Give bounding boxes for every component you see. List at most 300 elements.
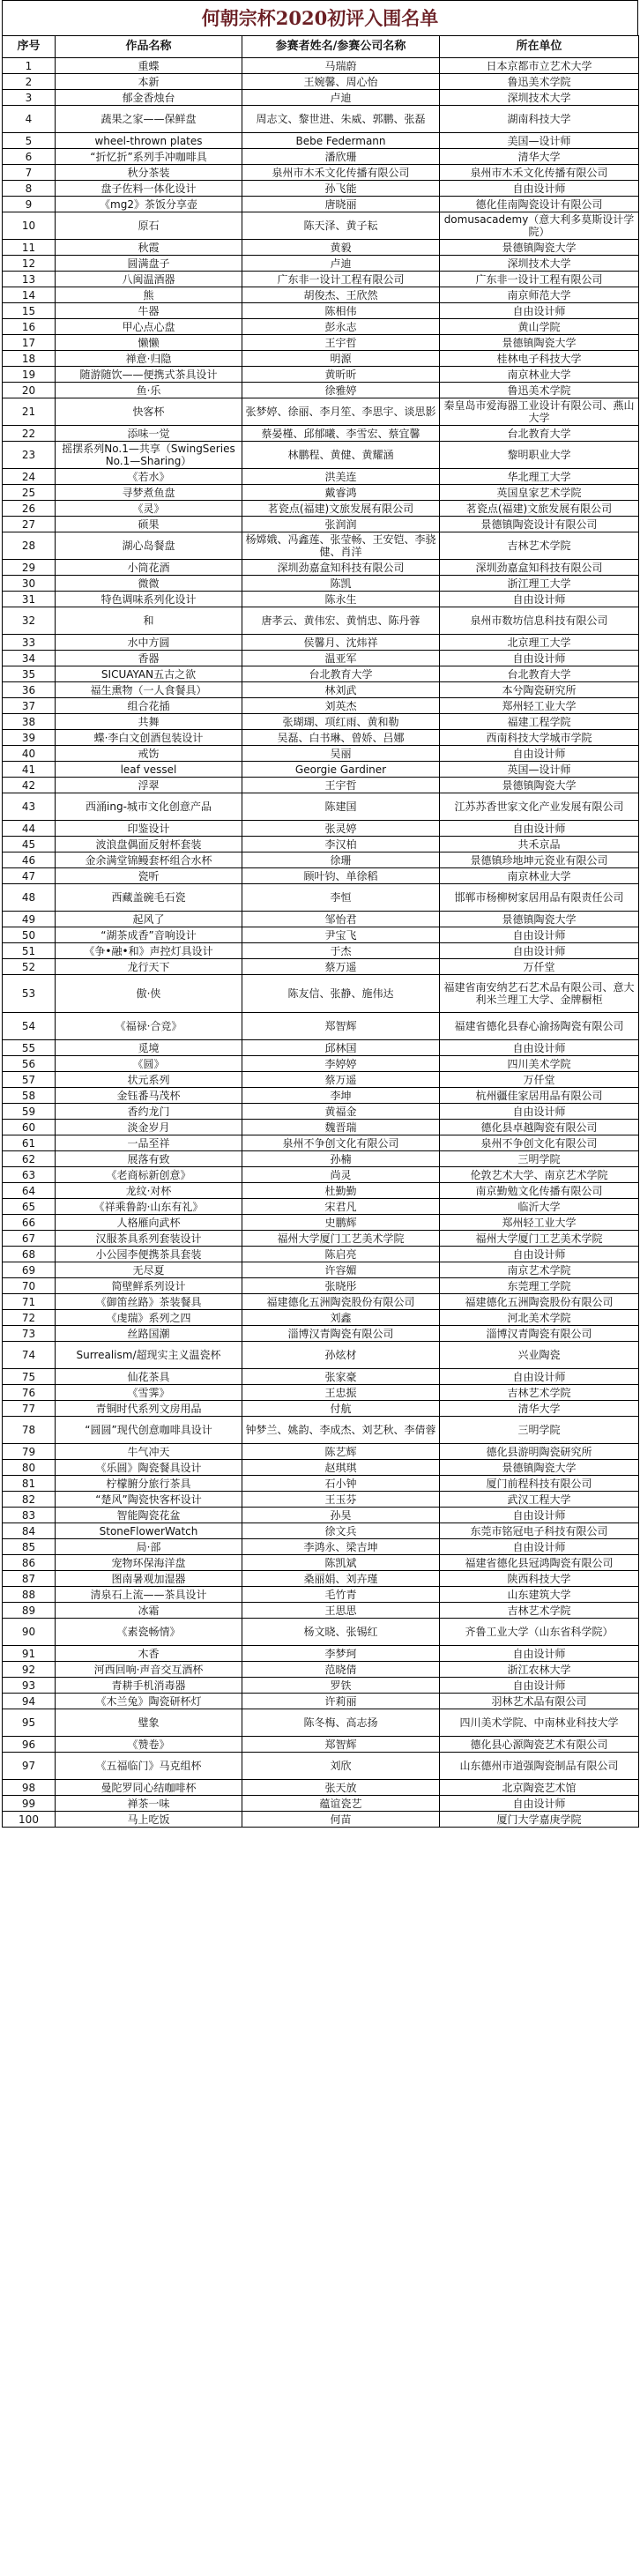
table-row [3, 442, 639, 469]
work-title: 《若水》 [56, 469, 242, 485]
table-row [3, 287, 639, 303]
row-index: 6 [3, 149, 56, 165]
affiliation: 福州大学厦门工艺美术学院 [440, 1231, 639, 1247]
work-title: 小筒花酒 [56, 560, 242, 576]
participant: 蕴谊瓷艺 [242, 1796, 440, 1812]
work-title: 圆满盘子 [56, 256, 242, 272]
table-row [3, 1342, 639, 1369]
table-row [3, 240, 639, 256]
table-row [3, 1183, 639, 1199]
affiliation: 浙江农林大学 [440, 1662, 639, 1678]
affiliation: 自由设计师 [440, 592, 639, 607]
table-row [3, 682, 639, 698]
table-row [3, 367, 639, 383]
affiliation: 黎明职业大学 [440, 442, 639, 469]
row-index: 68 [3, 1247, 56, 1262]
table-row [3, 256, 639, 272]
row-index: 16 [3, 319, 56, 335]
work-title: 《祥乘鲁韵·山东有礼》 [56, 1199, 242, 1215]
work-title: 湖心岛餐盘 [56, 532, 242, 560]
table-row [3, 319, 639, 335]
table-row [3, 1104, 639, 1120]
participant: 李汉柏 [242, 837, 440, 852]
row-index: 69 [3, 1262, 56, 1278]
affiliation: 吉林艺术学院 [440, 1385, 639, 1401]
affiliation: 德化佳南陶瓷设计有限公司 [440, 197, 639, 212]
table-row [3, 714, 639, 730]
row-index: 10 [3, 212, 56, 240]
work-title: 简壁鲜系列设计 [56, 1278, 242, 1294]
row-index: 8 [3, 181, 56, 197]
participant: 郑智辉 [242, 1013, 440, 1040]
participant: 王宇哲 [242, 335, 440, 351]
table-row [3, 165, 639, 181]
work-title: 瓷听 [56, 868, 242, 884]
table-row [3, 1151, 639, 1167]
affiliation: 景德镇陶瓷大学 [440, 335, 639, 351]
work-title: 起风了 [56, 912, 242, 927]
table-row [3, 1476, 639, 1492]
participant: 陈冬梅、高志扬 [242, 1709, 440, 1737]
header-affiliation: 所在单位 [440, 36, 639, 58]
participant: 泉州不争创文化有限公司 [242, 1135, 440, 1151]
work-title: 淡金岁月 [56, 1120, 242, 1135]
table-row [3, 592, 639, 607]
table-row [3, 469, 639, 485]
row-index: 19 [3, 367, 56, 383]
affiliation: 本兮陶瓷研究所 [440, 682, 639, 698]
affiliation: 广东非一设计工程有限公司 [440, 272, 639, 287]
row-index: 12 [3, 256, 56, 272]
participant: 泉州市木禾文化传播有限公司 [242, 165, 440, 181]
work-title: 智能陶瓷花盆 [56, 1508, 242, 1523]
affiliation: 深圳技术大学 [440, 256, 639, 272]
row-index: 71 [3, 1294, 56, 1310]
participant: 刘欣 [242, 1753, 440, 1780]
affiliation: 福建省德化县春心渝扬陶瓷有限公司 [440, 1013, 639, 1040]
shortlist-table [2, 35, 639, 1828]
table-row [3, 1709, 639, 1737]
row-index: 43 [3, 793, 56, 821]
work-title: 《素瓷畅情》 [56, 1619, 242, 1646]
work-title: 金钰番马茂杯 [56, 1088, 242, 1104]
participant: 张灵婷 [242, 821, 440, 837]
participant: 付航 [242, 1401, 440, 1417]
row-index: 75 [3, 1369, 56, 1385]
table-row [3, 212, 639, 240]
row-index: 38 [3, 714, 56, 730]
participant: 陈天泽、黄子耘 [242, 212, 440, 240]
header-index: 序号 [3, 36, 56, 58]
row-index: 62 [3, 1151, 56, 1167]
work-title: 《灵》 [56, 501, 242, 517]
row-index: 66 [3, 1215, 56, 1231]
affiliation: 南京勤勉文化传播有限公司 [440, 1183, 639, 1199]
participant: 孙炫材 [242, 1342, 440, 1369]
table-row [3, 1678, 639, 1694]
affiliation: 厦门前程科技有限公司 [440, 1476, 639, 1492]
row-index: 73 [3, 1326, 56, 1342]
row-index: 59 [3, 1104, 56, 1120]
participant: 刘鑫 [242, 1310, 440, 1326]
participant: 何苗 [242, 1812, 440, 1828]
participant: 陈建国 [242, 793, 440, 821]
work-title: SICUAYAN五古之欲 [56, 666, 242, 682]
row-index: 100 [3, 1812, 56, 1828]
work-title: 香器 [56, 651, 242, 666]
work-title: 璧象 [56, 1709, 242, 1737]
row-index: 44 [3, 821, 56, 837]
participant: 周志文、黎世进、朱威、郭鹏、张磊 [242, 106, 440, 133]
affiliation: 山东德州市道强陶瓷制品有限公司 [440, 1753, 639, 1780]
work-title: 添味一觉 [56, 426, 242, 442]
table-row [3, 1694, 639, 1709]
affiliation: 郑州轻工业大学 [440, 1215, 639, 1231]
participant: 张润润 [242, 517, 440, 532]
work-title: 寻梦煮鱼盘 [56, 485, 242, 501]
row-index: 94 [3, 1694, 56, 1709]
participant: 孙楠 [242, 1151, 440, 1167]
row-index: 24 [3, 469, 56, 485]
table-row [3, 821, 639, 837]
participant: 张瑚瑚、项红雨、黄和勒 [242, 714, 440, 730]
participant: 淄博汉青陶瓷有限公司 [242, 1326, 440, 1342]
work-title: 《赞卷》 [56, 1737, 242, 1753]
table-row [3, 730, 639, 746]
participant: 温亚军 [242, 651, 440, 666]
affiliation: 四川美术学院 [440, 1056, 639, 1072]
affiliation: 自由设计师 [440, 1247, 639, 1262]
table-body [3, 58, 639, 1828]
participant: 顾叶钧、单徐稻 [242, 868, 440, 884]
table-row [3, 1812, 639, 1828]
table-row [3, 532, 639, 560]
row-index: 31 [3, 592, 56, 607]
affiliation: 四川美术学院、中南林业科技大学 [440, 1709, 639, 1737]
participant: 唐晓丽 [242, 197, 440, 212]
affiliation: 齐鲁工业大学（山东省科学院） [440, 1619, 639, 1646]
row-index: 33 [3, 635, 56, 651]
table-row [3, 1013, 639, 1040]
row-index: 86 [3, 1555, 56, 1571]
row-index: 22 [3, 426, 56, 442]
participant: 戴睿鸿 [242, 485, 440, 501]
table-row [3, 1040, 639, 1056]
affiliation: 厦门大学嘉庚学院 [440, 1812, 639, 1828]
participant: 张天放 [242, 1780, 440, 1796]
row-index: 83 [3, 1508, 56, 1523]
work-title: 局·部 [56, 1539, 242, 1555]
table-row [3, 90, 639, 106]
participant: 明源 [242, 351, 440, 367]
row-index: 42 [3, 778, 56, 793]
page-title: 何朝宗杯2020初评入围名单 [2, 0, 638, 35]
participant: 徐珊 [242, 852, 440, 868]
table-row [3, 1587, 639, 1603]
work-title: 重蝶 [56, 58, 242, 74]
row-index: 29 [3, 560, 56, 576]
work-title: 西藏盖碗毛石瓷 [56, 884, 242, 912]
affiliation: 吉林艺术学院 [440, 532, 639, 560]
row-index: 67 [3, 1231, 56, 1247]
row-index: 13 [3, 272, 56, 287]
affiliation: 杭州疆佳家居用品有限公司 [440, 1088, 639, 1104]
row-index: 77 [3, 1401, 56, 1417]
work-title: 秋分茶装 [56, 165, 242, 181]
row-index: 65 [3, 1199, 56, 1215]
table-row [3, 746, 639, 762]
work-title: 《虔瑞》系列之四 [56, 1310, 242, 1326]
affiliation: 德化县心源陶瓷艺术有限公司 [440, 1737, 639, 1753]
row-index: 1 [3, 58, 56, 74]
work-title: 小公园李便携茶具套装 [56, 1247, 242, 1262]
work-title: 快客杯 [56, 398, 242, 426]
row-index: 3 [3, 90, 56, 106]
table-row [3, 912, 639, 927]
affiliation: 临沂大学 [440, 1199, 639, 1215]
affiliation: 景德镇陶瓷设计有限公司 [440, 517, 639, 532]
participant: 陈凯 [242, 576, 440, 592]
participant: 林鹏程、黄健、黄耀涵 [242, 442, 440, 469]
row-index: 48 [3, 884, 56, 912]
work-title: 河西回响·声音交互酒杯 [56, 1662, 242, 1678]
work-title: 摇摆系列No.1—共享（SwingSeriesNo.1—Sharing） [56, 442, 242, 469]
table-row [3, 1444, 639, 1460]
row-index: 15 [3, 303, 56, 319]
affiliation: 自由设计师 [440, 651, 639, 666]
participant: 陈友信、张静、施伟达 [242, 975, 440, 1013]
table-row [3, 1088, 639, 1104]
table-header [3, 36, 639, 58]
affiliation: 陕西科技大学 [440, 1571, 639, 1587]
table-row [3, 884, 639, 912]
table-row [3, 1120, 639, 1135]
table-row [3, 133, 639, 149]
participant: 陈永生 [242, 592, 440, 607]
affiliation: 德化县游明陶瓷研究所 [440, 1444, 639, 1460]
table-row [3, 1555, 639, 1571]
affiliation: 景德镇陶瓷大学 [440, 240, 639, 256]
participant: 李恒 [242, 884, 440, 912]
table-row [3, 1796, 639, 1812]
work-title: 懒懒 [56, 335, 242, 351]
participant: 罗铁 [242, 1678, 440, 1694]
affiliation: 德化县卓越陶瓷有限公司 [440, 1120, 639, 1135]
affiliation: 湖南科技大学 [440, 106, 639, 133]
participant: 潘欣珊 [242, 149, 440, 165]
affiliation: 自由设计师 [440, 1539, 639, 1555]
affiliation: 自由设计师 [440, 1104, 639, 1120]
table-row [3, 106, 639, 133]
row-index: 97 [3, 1753, 56, 1780]
header-row [3, 36, 639, 58]
work-title: 福生熏物（一人食餐具） [56, 682, 242, 698]
table-row [3, 1294, 639, 1310]
row-index: 47 [3, 868, 56, 884]
participant: 李鸿永、梁吉坤 [242, 1539, 440, 1555]
work-title: 硕果 [56, 517, 242, 532]
table-row [3, 635, 639, 651]
participant: 宋君凡 [242, 1199, 440, 1215]
row-index: 23 [3, 442, 56, 469]
table-row [3, 74, 639, 90]
affiliation: 清华大学 [440, 149, 639, 165]
participant: 魏晋瑞 [242, 1120, 440, 1135]
affiliation: 自由设计师 [440, 1796, 639, 1812]
row-index: 79 [3, 1444, 56, 1460]
affiliation: 自由设计师 [440, 181, 639, 197]
affiliation: 日本京都市立艺术大学 [440, 58, 639, 74]
affiliation: 河北美术学院 [440, 1310, 639, 1326]
affiliation: 台北教育大学 [440, 426, 639, 442]
work-title: “湖茶成香”音响设计 [56, 927, 242, 943]
table-row [3, 1247, 639, 1262]
row-index: 45 [3, 837, 56, 852]
participant: 孙飞能 [242, 181, 440, 197]
row-index: 49 [3, 912, 56, 927]
participant: 于杰 [242, 943, 440, 959]
table-row [3, 1603, 639, 1619]
affiliation: 自由设计师 [440, 1678, 639, 1694]
row-index: 57 [3, 1072, 56, 1088]
table-row [3, 517, 639, 532]
row-index: 81 [3, 1476, 56, 1492]
work-title: “楚风”陶瓷快客杯设计 [56, 1492, 242, 1508]
participant: 孙昊 [242, 1508, 440, 1523]
table-row [3, 1619, 639, 1646]
table-row [3, 837, 639, 852]
affiliation: 福建省南安纳艺石艺术品有限公司、意大利米兰理工大学、金牌橱柜 [440, 975, 639, 1013]
affiliation: 兴业陶瓷 [440, 1342, 639, 1369]
affiliation: 江苏苏香世家文化产业发展有限公司 [440, 793, 639, 821]
table-row [3, 1571, 639, 1587]
affiliation: 自由设计师 [440, 746, 639, 762]
participant: 郑智辉 [242, 1737, 440, 1753]
affiliation: 自由设计师 [440, 1040, 639, 1056]
affiliation: 鲁迅美术学院 [440, 383, 639, 398]
row-index: 82 [3, 1492, 56, 1508]
row-index: 34 [3, 651, 56, 666]
participant: 张家豪 [242, 1369, 440, 1385]
table-row [3, 1646, 639, 1662]
row-index: 70 [3, 1278, 56, 1294]
participant: 洪美连 [242, 469, 440, 485]
affiliation: 南京林业大学 [440, 367, 639, 383]
row-index: 93 [3, 1678, 56, 1694]
affiliation: 伦敦艺术大学、南京艺术学院 [440, 1167, 639, 1183]
row-index: 61 [3, 1135, 56, 1151]
work-title: 蔬果之家——保鲜盘 [56, 106, 242, 133]
row-index: 74 [3, 1342, 56, 1369]
header-work-title: 作品名称 [56, 36, 242, 58]
affiliation: 英国—设计师 [440, 762, 639, 778]
work-title: 傲·侠 [56, 975, 242, 1013]
table-row [3, 666, 639, 682]
participant: 王忠振 [242, 1385, 440, 1401]
work-title: 郁金香烛台 [56, 90, 242, 106]
table-row [3, 1523, 639, 1539]
work-title: 和 [56, 607, 242, 635]
work-title: 禅意·归隐 [56, 351, 242, 367]
affiliation: 共禾京品 [440, 837, 639, 852]
table-row [3, 607, 639, 635]
affiliation: 福建工程学院 [440, 714, 639, 730]
work-title: 《雪霁》 [56, 1385, 242, 1401]
row-index: 18 [3, 351, 56, 367]
work-title: 木香 [56, 1646, 242, 1662]
participant: 黄昕昕 [242, 367, 440, 383]
participant: 蔡万遥 [242, 959, 440, 975]
table-row [3, 1417, 639, 1444]
row-index: 32 [3, 607, 56, 635]
work-title: 戒饬 [56, 746, 242, 762]
row-index: 84 [3, 1523, 56, 1539]
table-row [3, 560, 639, 576]
affiliation: 南京艺术学院 [440, 1262, 639, 1278]
row-index: 39 [3, 730, 56, 746]
participant: 范晓倩 [242, 1662, 440, 1678]
affiliation: 景德镇陶瓷大学 [440, 912, 639, 927]
participant: 王宇哲 [242, 778, 440, 793]
table-row [3, 181, 639, 197]
affiliation: 清华大学 [440, 1401, 639, 1417]
affiliation: 南京师范大学 [440, 287, 639, 303]
row-index: 5 [3, 133, 56, 149]
row-index: 4 [3, 106, 56, 133]
table-row [3, 1539, 639, 1555]
row-index: 58 [3, 1088, 56, 1104]
table-row [3, 1401, 639, 1417]
row-index: 88 [3, 1587, 56, 1603]
table-row [3, 1780, 639, 1796]
table-row [3, 793, 639, 821]
participant: 茗瓷点(福建)文旅发展有限公司 [242, 501, 440, 517]
participant: 桑丽娟、刘卉瑾 [242, 1571, 440, 1587]
row-index: 2 [3, 74, 56, 90]
row-index: 56 [3, 1056, 56, 1072]
affiliation: 景德镇陶瓷大学 [440, 1460, 639, 1476]
work-title: Surrealism/超现实主义温瓷杯 [56, 1342, 242, 1369]
work-title: “折忆折”系列手冲咖啡具 [56, 149, 242, 165]
row-index: 37 [3, 698, 56, 714]
work-title: 西涌ing-城市文化创意产品 [56, 793, 242, 821]
participant: 李婷婷 [242, 1056, 440, 1072]
affiliation: 郑州轻工业大学 [440, 698, 639, 714]
affiliation: 台北教育大学 [440, 666, 639, 682]
work-title: 印鉴设计 [56, 821, 242, 837]
table-row [3, 1072, 639, 1088]
table-row [3, 959, 639, 975]
row-index: 27 [3, 517, 56, 532]
affiliation: 泉州不争创文化有限公司 [440, 1135, 639, 1151]
row-index: 35 [3, 666, 56, 682]
affiliation: 南京林业大学 [440, 868, 639, 884]
table-row [3, 383, 639, 398]
row-index: 99 [3, 1796, 56, 1812]
affiliation: 三明学院 [440, 1151, 639, 1167]
work-title: leaf vessel [56, 762, 242, 778]
table-row [3, 852, 639, 868]
row-index: 51 [3, 943, 56, 959]
table-row [3, 698, 639, 714]
row-index: 92 [3, 1662, 56, 1678]
affiliation: 美国—设计师 [440, 133, 639, 149]
participant: 福建德化五洲陶瓷股份有限公司 [242, 1294, 440, 1310]
affiliation: 北京陶瓷艺术馆 [440, 1780, 639, 1796]
work-title: 青耕手机消毒器 [56, 1678, 242, 1694]
work-title: 香约龙门 [56, 1104, 242, 1120]
row-index: 53 [3, 975, 56, 1013]
